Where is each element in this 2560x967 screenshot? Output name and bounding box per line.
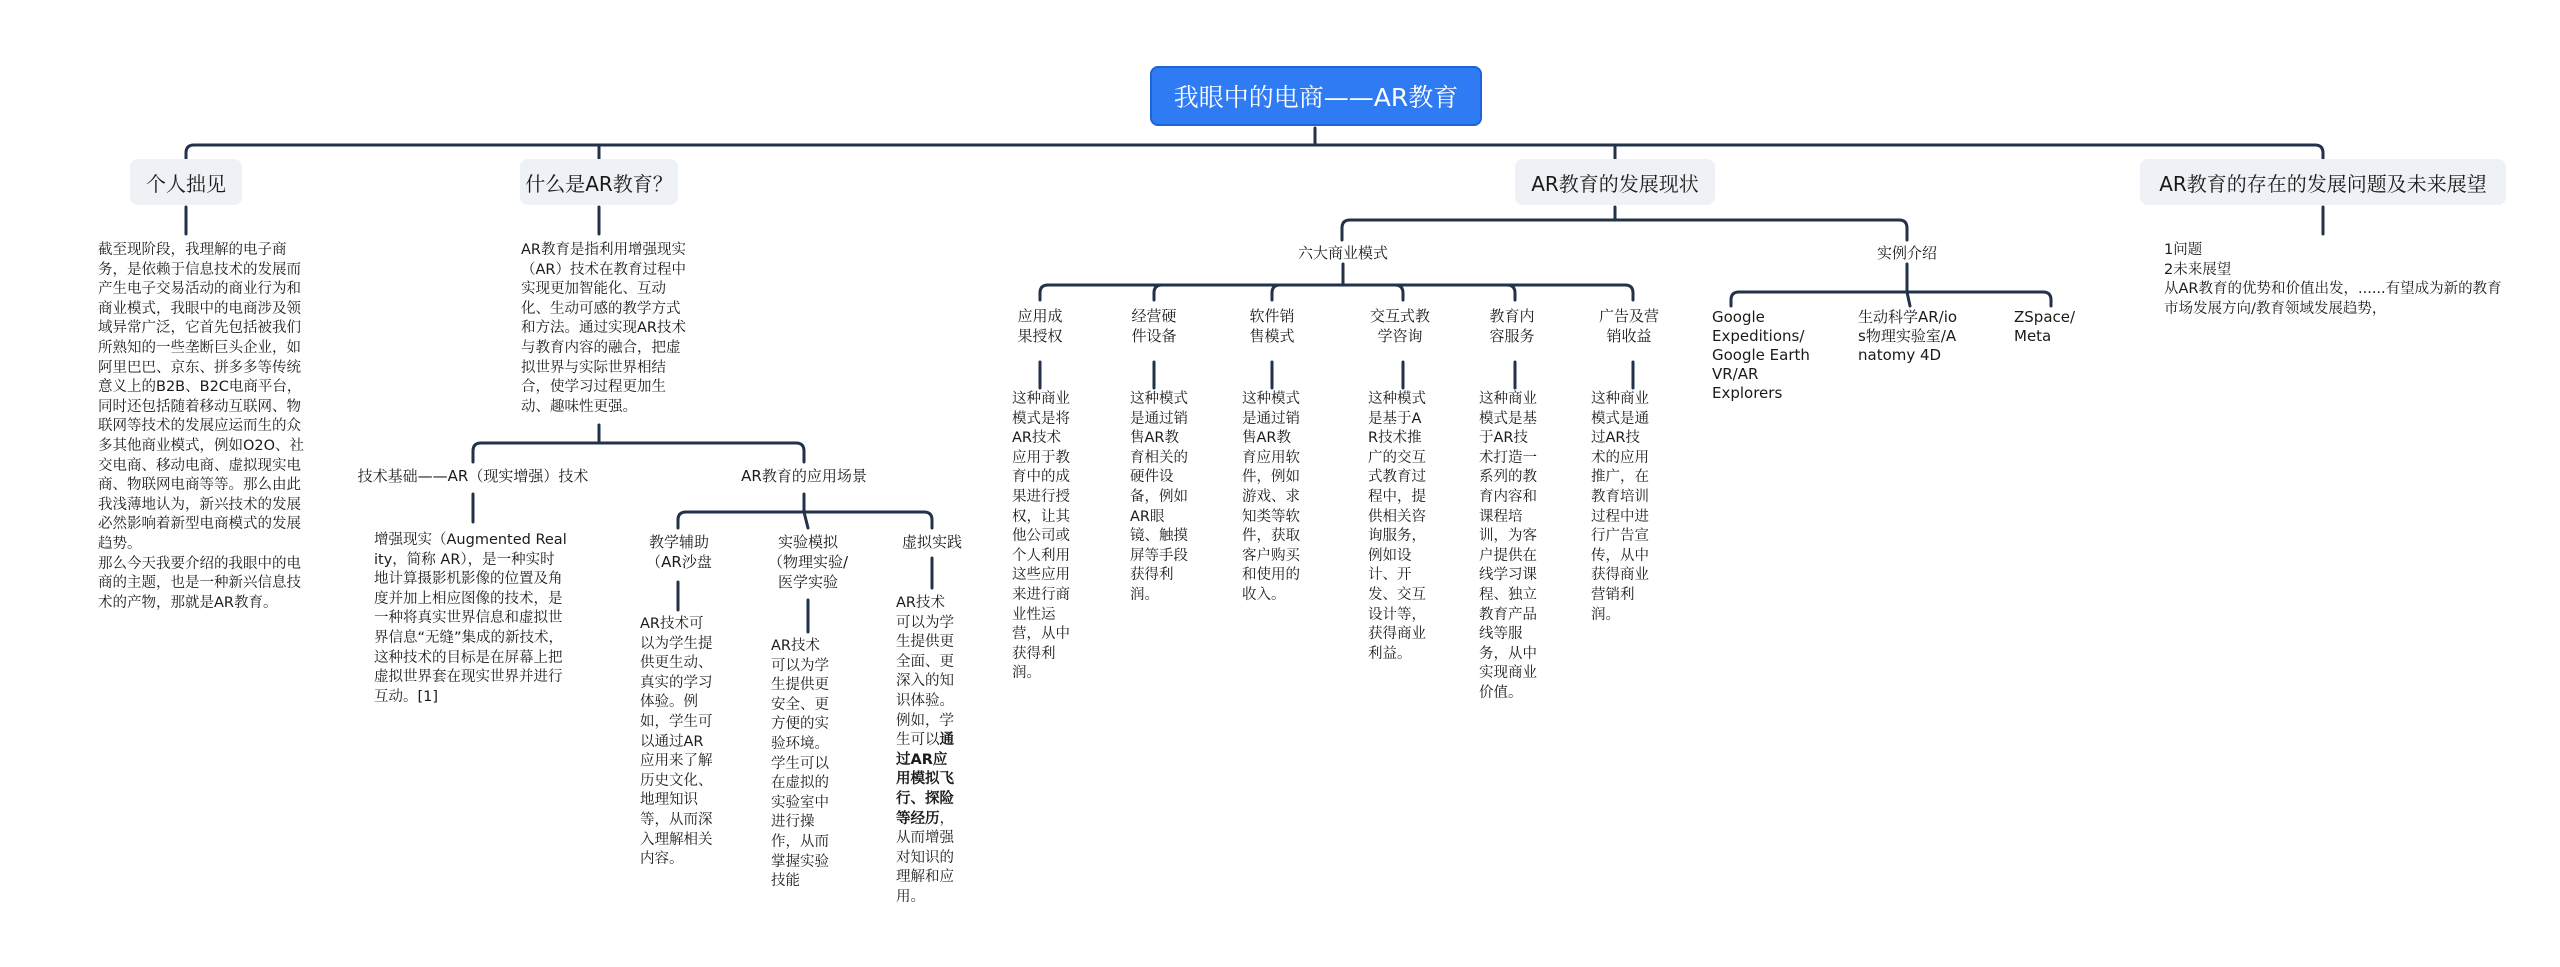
topic-what-is-ar[interactable]: [520, 159, 678, 205]
topic-label: 什么是AR教育？: [525, 171, 673, 196]
model-text[interactable]: 这种模式是基于AR技术推广的交互式教育过程中，提供相关咨询服务，例如设计、开发、交互设计等，获得商业利益。: [1368, 391, 1426, 662]
model-label[interactable]: 应用成果授权: [1017, 307, 1063, 345]
model-label[interactable]: 经营硬件设备: [1131, 307, 1177, 345]
topic-status[interactable]: [1515, 159, 1715, 205]
tech-basis-label[interactable]: 技术基础——AR（现实增强）技术: [357, 467, 589, 485]
example-google[interactable]: Google Expeditions/ Google Earth VR/AR Explorers: [1712, 308, 1810, 402]
text-regular: AR技术可以为学生提供更全面、更深入的知识体验。例如，学生可以: [896, 595, 954, 749]
model-text[interactable]: 这种商业模式是将AR技术应用于教育中的成果进行授权，让其他公司或个人利用这些应用来进行商业性运营，从中获得利润。: [1012, 391, 1070, 682]
scenes-label[interactable]: AR教育的应用场景: [741, 467, 867, 485]
topic-opinion[interactable]: [130, 159, 242, 205]
root-topic[interactable]: [1150, 66, 1482, 126]
scene-practice-text[interactable]: [896, 594, 958, 908]
model-label[interactable]: 软件销售模式: [1249, 307, 1295, 345]
model-label[interactable]: 教育内容服务: [1489, 307, 1535, 345]
model-text[interactable]: 这种模式是通过销售AR教育应用软件，例如游戏、求知类等软件，获取客户购买和使用的收入。: [1242, 391, 1300, 603]
root-title: 我眼中的电商——AR教育: [1173, 83, 1459, 112]
model-text[interactable]: 这种商业模式是通过AR技术的应用推广，在教育培训过程中进行广告宣传，从中获得商业营销利润。: [1591, 391, 1649, 623]
what-is-ar-text[interactable]: AR教育是指利用增强现实（AR）技术在教育过程中实现更加智能化、互动化、生动可感的教学方式和方法。通过实现AR技术与教育内容的融合，把虚拟世界与实际世界相结合，使学习过程更加生动、趣味性更强。: [521, 242, 686, 415]
future-line: 从AR教育的优势和价值出发，......有望成为新的教育市场发展方向/教育领域发展趋势，: [2164, 281, 2502, 317]
model-text[interactable]: 这种模式是通过销售AR教育相关的硬件设备，例如AR眼镜、触摸屏等手段获得利润。: [1130, 391, 1188, 603]
text-bold: 通过AR应用模拟飞行、探险等经历: [896, 732, 954, 827]
scene-teaching-text[interactable]: AR技术可以为学生提供更生动、真实的学习体验。例如，学生可以通过AR应用来了解历史文化、地理知识等，从而深入理解相关内容。: [640, 616, 713, 868]
topic-label: AR教育的存在的发展问题及未来展望: [2159, 171, 2487, 196]
opinion-text[interactable]: [98, 241, 308, 613]
scene-experiment-text[interactable]: AR技术可以为学生提供更安全、更方便的实验环境。学生可以在虚拟的实验室中进行操作，从而掌握实验技能: [771, 638, 829, 890]
topic-label: AR教育的发展现状: [1531, 171, 1699, 196]
opinion-paragraph-2: 那么今天我要介绍的我眼中的电商的主题，也是一种新兴信息技术的产物，那就是AR教育。: [98, 555, 301, 611]
model-label[interactable]: 交互式教学咨询: [1369, 307, 1430, 345]
scene-practice-label[interactable]: 虚拟实践: [901, 533, 962, 551]
tech-basis-text[interactable]: 增强现实（Augmented Reality，简称 AR），是一种实时地计算摄影机影像的位置及角度并加上相应图像的技术，是一种将真实世界信息和虚拟世界信息“无缝”集成的新技术，这种技术的目标是在屏幕上把虚拟世界套在现实世界并进行互动。[1]: [374, 532, 567, 705]
examples-label[interactable]: 实例介绍: [1876, 244, 1937, 262]
future-line: 1问题: [2164, 242, 2203, 258]
future-line: 2未来展望: [2164, 261, 2232, 278]
text-regular: ，从而增强对知识的理解和应用。: [896, 810, 954, 905]
topic-future[interactable]: [2140, 159, 2506, 205]
scene-experiment-label[interactable]: 实验模拟（物理实验/医学实验: [767, 533, 849, 591]
topic-label: 个人拙见: [146, 171, 226, 196]
model-text[interactable]: 这种商业模式是基于AR技术打造一系列的教育内容和课程培训，为客户提供在线学习课程、独立教育产品线等服务，从中实现商业价值。: [1479, 391, 1537, 701]
model-label[interactable]: 广告及营销收益: [1598, 307, 1659, 345]
models-label[interactable]: 六大商业模式: [1297, 244, 1388, 262]
example-science[interactable]: 生动科学AR/ios物理实验室/Anatomy 4D: [1858, 308, 1958, 364]
example-zspace[interactable]: ZSpace/Meta: [2014, 308, 2076, 345]
scene-teaching-label[interactable]: 教学辅助（AR沙盘: [646, 533, 712, 571]
opinion-paragraph-1: 截至现阶段，我理解的电子商务，是依赖于信息技术的发展而产生电子交易活动的商业行为和商业模式，我眼中的电商涉及领域异常广泛，它首先包括被我们所熟知的一些垄断巨头企业，如阿里巴巴、京东、拼多多等传统意义上的B2B、B2C电商平台，同时还包括随着移动互联网、物联网等技术的发展应运而生的众多其他商业模式，例如O2O、社交电商、移动电商、虚拟现实电商、物联网电商等等。那么由此我浅薄地认为，新兴技术的发展必然影响着新型电商模式的发展趋势。: [98, 242, 305, 552]
future-text[interactable]: [2164, 241, 2510, 319]
